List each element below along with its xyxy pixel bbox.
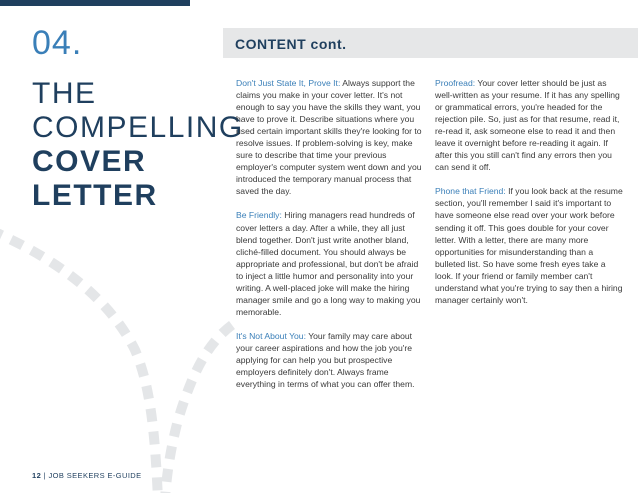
paragraph-not-about-you (236, 330, 426, 390)
title-line-1: THE (32, 77, 97, 110)
paragraph-lead: Phone that Friend: (435, 186, 506, 197)
paragraph-body: Hiring managers read hundreds of cover letters a day. After a while, they all just blend together. Don't just write another bland, cliché-filled document. You should always be appropriate and professional, but don't be afraid to inject a little humor and personality into your writing. A well-placed joke will make the hiring manager smile and go a long way to making you memorable. (236, 210, 421, 317)
top-accent-bar (0, 0, 190, 6)
right-column (435, 77, 625, 318)
title-line-2: COMPELLING (32, 111, 244, 144)
page-title (32, 77, 244, 213)
content-heading: CONTENT cont. (235, 36, 347, 52)
dash-curve-left (0, 230, 158, 493)
paragraph-body: Your cover letter should be just as well-written as your resume. If it has any spelling or grammatical errors, you're headed for the rejection pile. So, just as for that resume, read it, re-read it, ask someone else to read it and then leave it overnight before re-reading it again. If after this you still can't find any errors then you can send it off. (435, 78, 620, 173)
section-number: 04. (32, 24, 83, 62)
paragraph-phone-friend (435, 185, 625, 305)
page-number: 12 (32, 471, 42, 480)
paragraph-lead: Be Friendly: (236, 210, 282, 221)
footer-label: JOB SEEKERS E-GUIDE (48, 471, 142, 480)
paragraph-be-friendly (236, 209, 426, 317)
dash-curve-right (165, 325, 232, 493)
paragraph-body: Your family may care about your career aspirations and how the job you're applying for can help you but prospective employers definitely don't. Always frame everything in terms of what you can offer them. (236, 330, 415, 390)
content-header-bar (223, 28, 638, 58)
paragraph-lead: Don't Just State It, Prove It: (236, 78, 341, 88)
footer-separator: | (41, 471, 49, 480)
paragraph-prove-it (236, 77, 426, 197)
title-line-4: LETTER (32, 179, 158, 212)
paragraph-proofread (435, 77, 625, 173)
paragraph-body: Always support the claims you make in your cover letter. It's not enough to say you have the skills they want, you have to prove it. Describe situations where you used certain important skills they're looking for to resolve issues. If problem-solving is key, make sure to describe that time your previous employer's computer system went down and you introduced the temporary manual process that saved the day. (236, 78, 422, 197)
page-footer (32, 471, 142, 480)
left-column (236, 77, 426, 402)
paragraph-body: If you look back at the resume section, you'll remember I said it's important to have someone else read over your work before sending it off. This goes double for your cover letter. With a letter, there are many more opportunities for misunderstanding than a bulleted list. So have some fresh eyes take a look. If your friend or family member can't understand what you're trying to say then a hiring manager certainly won't. (435, 186, 623, 305)
paragraph-lead: Proofread: (435, 78, 476, 88)
title-line-3: COVER (32, 145, 147, 178)
paragraph-lead: It's Not About You: (236, 330, 306, 341)
